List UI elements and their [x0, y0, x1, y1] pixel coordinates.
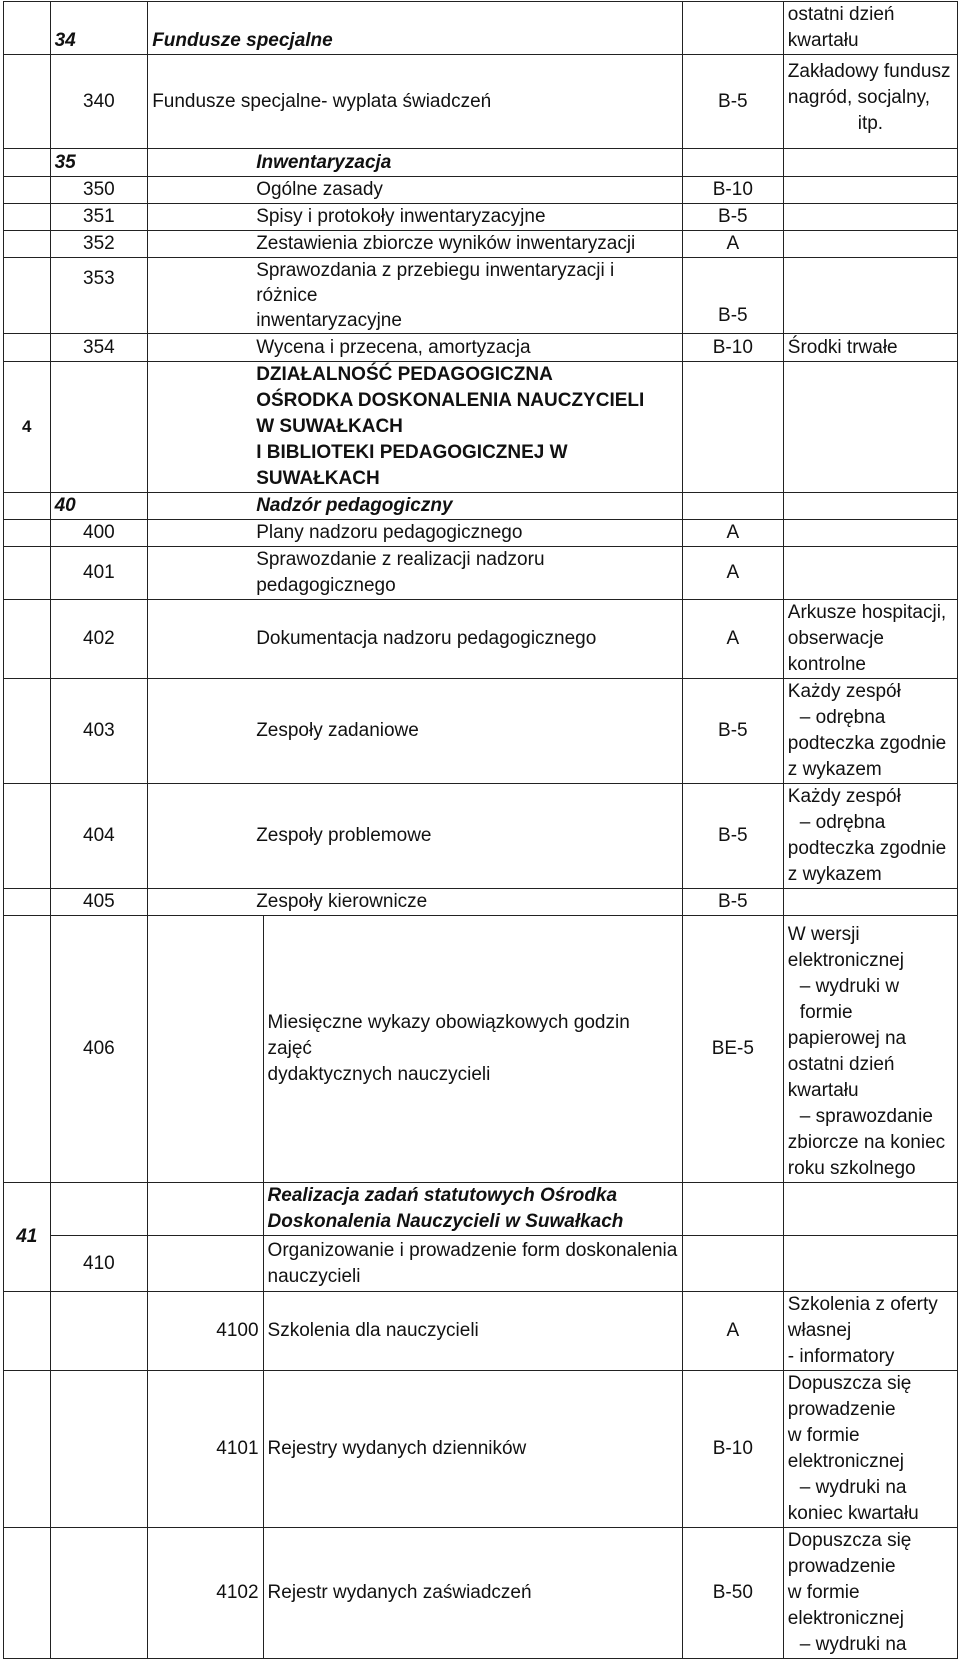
section-cell [4, 231, 51, 258]
section-cell [4, 1528, 51, 1659]
remark-line: elektronicznej [787, 1451, 904, 1472]
entry-symbol: 340 [50, 55, 148, 149]
remark-line: – odrębna [799, 812, 886, 833]
remark-cell [783, 1292, 957, 1371]
remark-cell [783, 520, 957, 547]
entry-title: Plany nadzoru pedagogicznego [148, 520, 683, 547]
group-title: Fundusze specjalne [148, 2, 683, 55]
entry-category: B-5 [682, 784, 783, 889]
entry-symbol: 400 [50, 520, 148, 547]
remark-line: w formie [787, 1425, 860, 1446]
entry-title-line: Sprawozdania z przebiegu inwentaryzacji i różnice [256, 260, 615, 306]
remark-line: elektronicznej [787, 1608, 904, 1629]
table-row [4, 1292, 958, 1371]
remark-line: – odrębna [799, 707, 886, 728]
remark-line: elektronicznej [787, 950, 904, 971]
remark-line: Dopuszcza się [787, 1373, 912, 1394]
table-row [4, 520, 958, 547]
remark-line: Dopuszcza się [787, 1530, 912, 1551]
entry-title: Spisy i protokoły inwentaryzacyjne [148, 204, 683, 231]
entry-symbol: 4100 [148, 1292, 263, 1371]
group-title: Nadzór pedagogiczny [148, 493, 683, 520]
remark-line: prowadzenie [787, 1399, 896, 1420]
entry-category: A [682, 1292, 783, 1371]
section-cell [4, 679, 51, 784]
remark-cell [783, 362, 957, 493]
entry-category: A [682, 231, 783, 258]
remark-line: w formie [787, 1582, 860, 1603]
entry-category: BE-5 [682, 916, 783, 1183]
table-row [4, 1371, 958, 1528]
entry-category: B-5 [682, 55, 783, 149]
group-empty [148, 1183, 263, 1236]
entry-title: Fundusze specjalne- wyplata świadczeń [148, 55, 683, 149]
category-cell [682, 1183, 783, 1236]
table-row [4, 916, 958, 1183]
remark-cell [783, 784, 957, 889]
remark-cell [783, 889, 957, 916]
entry-title: Dokumentacja nadzoru pedagogicznego [148, 600, 683, 679]
section-cell [4, 600, 51, 679]
remark-line: zbiorcze na koniec [787, 1132, 946, 1153]
group-symbol: 34 [50, 2, 148, 55]
remark-cell [783, 679, 957, 784]
section-title-line: W SUWAŁKACH [256, 416, 403, 437]
table-row [4, 784, 958, 889]
group-symbol: 35 [50, 149, 148, 177]
entry-symbol: 410 [50, 1236, 148, 1292]
group-title-line: Realizacja zadań statutowych Ośrodka [267, 1185, 618, 1206]
section-title-line: I BIBLIOTEKI PEDAGOGICZNEJ W SUWAŁKACH [256, 442, 568, 489]
section-cell [4, 177, 51, 204]
entry-symbol: 404 [50, 784, 148, 889]
entry-empty [148, 916, 263, 1183]
section-cell [4, 258, 51, 334]
section-title-line: DZIAŁALNOŚĆ PEDAGOGICZNA [256, 364, 553, 385]
entry-empty [50, 1371, 148, 1528]
table-row [4, 547, 958, 600]
remark-cell [783, 204, 957, 231]
entry-title [263, 916, 682, 1183]
entry-category: B-10 [682, 334, 783, 362]
section-title-line: OŚRODKA DOSKONALENIA NAUCZYCIELI [256, 390, 645, 411]
entry-category: A [682, 547, 783, 600]
table-row [4, 231, 958, 258]
section-symbol: 4 [4, 362, 51, 493]
section-cell [4, 204, 51, 231]
remark-line: prowadzenie [787, 1556, 896, 1577]
group-title: Inwentaryzacja [148, 149, 683, 177]
remark-cell [783, 1371, 957, 1528]
remark-cell [783, 600, 957, 679]
entry-symbol: 4101 [148, 1371, 263, 1528]
table-row [4, 149, 958, 177]
entry-symbol: 351 [50, 204, 148, 231]
entry-title: Rejestry wydanych dzienników [263, 1371, 682, 1528]
section-cell [4, 55, 51, 149]
section-cell [4, 784, 51, 889]
table-row [4, 1528, 958, 1659]
remark-line: Szkolenia z oferty [787, 1294, 938, 1315]
table-row [4, 334, 958, 362]
group-empty [50, 1183, 148, 1236]
remark-cell [783, 493, 957, 520]
section-cell [4, 889, 51, 916]
entry-title: Zespoły kierownicze [148, 889, 683, 916]
remark-line: ostatni dzień [787, 1054, 895, 1075]
remark-cell [783, 149, 957, 177]
remark-line: kontrolne [787, 654, 866, 675]
section-cell [4, 2, 51, 55]
remark-cell [783, 55, 957, 149]
section-cell [4, 1371, 51, 1528]
table-row [4, 204, 958, 231]
section-cell [4, 520, 51, 547]
entry-symbol: 405 [50, 889, 148, 916]
remark-line: Każdy zespół [787, 786, 901, 807]
remark-line: nagród, socjalny, [787, 87, 931, 108]
remark-line: – sprawozdanie [799, 1106, 933, 1127]
entry-title: Zespoły zadaniowe [148, 679, 683, 784]
entry-title [148, 258, 683, 334]
category-cell [682, 149, 783, 177]
section-title [148, 362, 683, 493]
section-cell [4, 547, 51, 600]
section-cell [4, 334, 51, 362]
entry-category: B-5 [682, 204, 783, 231]
remark-line: papierowej na [787, 1028, 907, 1049]
entry-category: B-5 [682, 258, 783, 334]
entry-category: A [682, 520, 783, 547]
remark-line: z wykazem [787, 864, 882, 885]
entry-title-line: nauczycieli [267, 1265, 361, 1287]
group-title [263, 1183, 682, 1236]
entry-symbol: 352 [50, 231, 148, 258]
remark-cell [783, 916, 957, 1183]
entry-symbol: 402 [50, 600, 148, 679]
table-row [4, 55, 958, 149]
entry-category: B-5 [682, 679, 783, 784]
entry-empty [50, 1292, 148, 1371]
remark-cell [783, 1236, 957, 1292]
section-cell [4, 493, 51, 520]
group-symbol: 40 [50, 493, 148, 520]
remark-cell [783, 258, 957, 334]
entry-title-line: inwentaryzacyjne [256, 310, 402, 331]
remark-line: W wersji [787, 924, 860, 945]
entry-title: Zestawienia zbiorcze wyników inwentaryzacji [148, 231, 683, 258]
remark-cell: Środki trwałe [783, 334, 957, 362]
entry-title: Wycena i przecena, amortyzacja [148, 334, 683, 362]
entry-empty [148, 1236, 263, 1292]
remark-line: własnej [787, 1320, 852, 1341]
table-row [4, 889, 958, 916]
entry-title: Rejestr wydanych zaświadczeń [263, 1528, 682, 1659]
entry-title: Ogólne zasady [148, 177, 683, 204]
category-cell [682, 362, 783, 493]
remark-line: kwartału [787, 30, 859, 51]
table-row [4, 177, 958, 204]
entry-symbol: 353 [50, 258, 148, 334]
remark-cell [783, 2, 957, 55]
entry-category: B-10 [682, 1371, 783, 1528]
section-empty [50, 362, 148, 493]
table-row [4, 2, 958, 55]
remark-line: ostatni dzień [787, 4, 895, 25]
section-cell [4, 1292, 51, 1371]
table-row [4, 493, 958, 520]
table-row [4, 600, 958, 679]
entry-symbol: 406 [50, 916, 148, 1183]
remark-line: itp. [857, 113, 884, 134]
remark-line: – wydruki na [799, 1634, 907, 1655]
entry-category: A [682, 600, 783, 679]
remark-cell [783, 1528, 957, 1659]
remark-line: kwartału [787, 1080, 859, 1101]
remark-cell [783, 547, 957, 600]
entry-symbol: 401 [50, 547, 148, 600]
entry-title: Szkolenia dla nauczycieli [263, 1292, 682, 1371]
remark-line: Każdy zespół [787, 681, 901, 702]
remark-line: podteczka zgodnie [787, 733, 947, 754]
section-cell [4, 916, 51, 1183]
table-row [4, 362, 958, 493]
entry-symbol: 354 [50, 334, 148, 362]
entry-title: Sprawozdanie z realizacji nadzoru pedagogicznego [148, 547, 683, 600]
category-cell [682, 493, 783, 520]
entry-category: B-50 [682, 1528, 783, 1659]
remark-line: obserwacje [787, 628, 884, 649]
remark-line: Zakładowy fundusz [787, 61, 951, 82]
entry-symbol: 4102 [148, 1528, 263, 1659]
entry-category: B-10 [682, 177, 783, 204]
remark-cell [783, 177, 957, 204]
entry-symbol: 350 [50, 177, 148, 204]
category-cell [682, 1236, 783, 1292]
retention-schedule-table [3, 1, 958, 1659]
group-symbol: 41 [4, 1183, 51, 1292]
remark-line: podteczka zgodnie [787, 838, 947, 859]
remark-line: z wykazem [787, 759, 882, 780]
table-row [4, 258, 958, 334]
group-title-line: Doskonalenia Nauczycieli w Suwałkach [267, 1211, 624, 1232]
remark-cell [783, 1183, 957, 1236]
entry-empty [50, 1528, 148, 1659]
section-cell [4, 149, 51, 177]
entry-title: Zespoły problemowe [148, 784, 683, 889]
remark-line: Arkusze hospitacji, [787, 602, 947, 623]
entry-title-line: Miesięczne wykazy obowiązkowych godzin zajęć [267, 1012, 630, 1059]
remark-line: – wydruki na [799, 1477, 907, 1498]
remark-line: – wydruki w formie [799, 976, 900, 1023]
table-row [4, 1236, 958, 1292]
entry-category: B-5 [682, 889, 783, 916]
remark-cell [783, 231, 957, 258]
remark-line: koniec kwartału [787, 1503, 919, 1524]
entry-title-line: dydaktycznych nauczycieli [267, 1064, 491, 1085]
remark-line: roku szkolnego [787, 1158, 916, 1179]
table-row [4, 1183, 958, 1236]
entry-title-line: Organizowanie i prowadzenie form doskonalenia [267, 1239, 678, 1261]
entry-title [263, 1236, 682, 1292]
entry-symbol: 403 [50, 679, 148, 784]
remark-line: - informatory [787, 1346, 895, 1367]
category-cell [682, 2, 783, 55]
table-row [4, 679, 958, 784]
